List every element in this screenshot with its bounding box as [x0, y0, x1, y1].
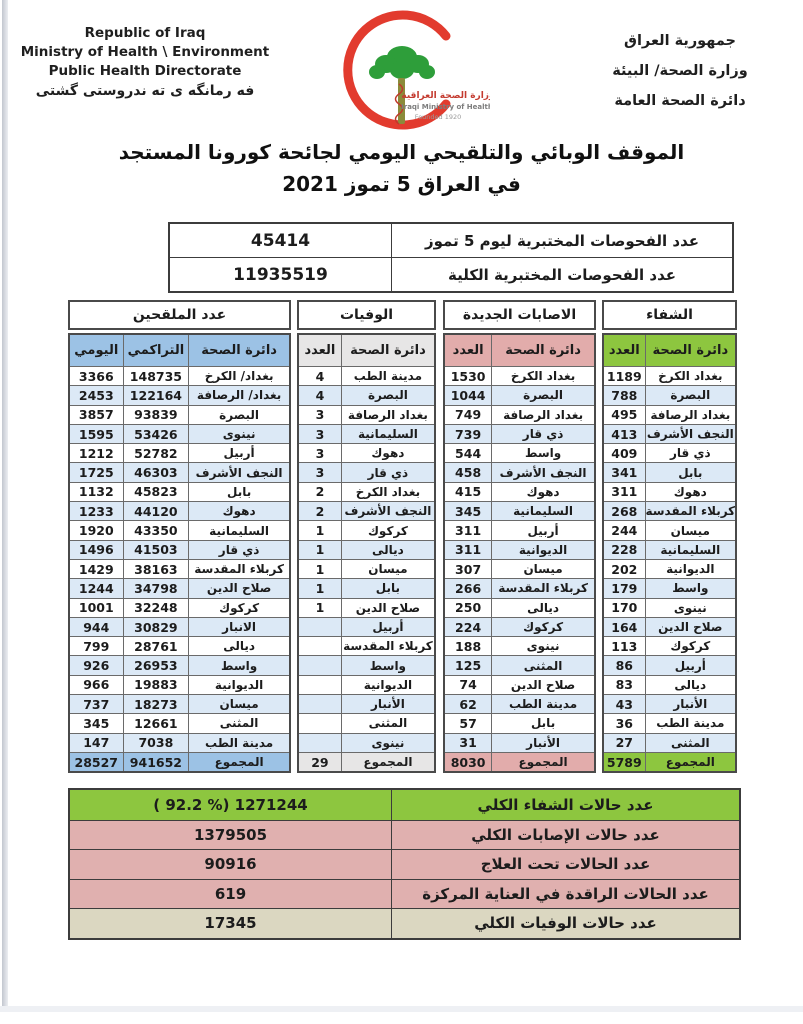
table-title: الشفاء	[602, 300, 737, 330]
value-cell	[299, 694, 341, 713]
lab-tests-row	[170, 224, 732, 257]
value-cell: 544	[445, 443, 491, 462]
total-value: 29	[299, 752, 341, 771]
value-cell: 1920	[70, 520, 123, 539]
ministry-logo	[330, 8, 490, 143]
logo-founded-text: Founded 1920	[414, 113, 462, 121]
deaths-table	[297, 300, 436, 773]
value-cell: 46303	[123, 462, 189, 481]
province-name: بابل	[188, 482, 289, 501]
province-name: كربلاء المقدسة	[645, 501, 735, 520]
table-grid	[68, 333, 291, 773]
value-cell: 944	[70, 617, 123, 636]
province-name: واسط	[491, 443, 594, 462]
vaccinated-table	[68, 300, 291, 773]
province-name: كركوك	[188, 598, 289, 617]
lab-tests-label: عدد الفحوصات المختبرية ليوم 5 تموز	[425, 231, 699, 250]
value-cell: 26953	[123, 655, 189, 674]
province-name: المثنى	[188, 713, 289, 732]
value-cell: 44120	[123, 501, 189, 520]
value-cell: 202	[604, 559, 645, 578]
value-cell: 3	[299, 424, 341, 443]
value-cell: 224	[445, 617, 491, 636]
value-cell: 52782	[123, 443, 189, 462]
province-name: الانبار	[188, 617, 289, 636]
province-name: نينوى	[188, 424, 289, 443]
value-cell: 164	[604, 617, 645, 636]
column-header: التراكمي	[123, 335, 189, 366]
summary-label: عدد حالات الإصابات الكلي	[471, 825, 660, 844]
value-cell: 345	[70, 713, 123, 732]
summary-label: عدد الحالات تحت العلاج	[480, 855, 651, 874]
value-cell: 1725	[70, 462, 123, 481]
province-name: النجف الأشرف	[188, 462, 289, 481]
value-cell: 250	[445, 598, 491, 617]
province-name: ديالى	[645, 675, 735, 694]
province-name: الديوانية	[645, 559, 735, 578]
value-cell: 188	[445, 636, 491, 655]
value-cell: 1044	[445, 385, 491, 404]
value-cell: 27	[604, 733, 645, 752]
value-cell: 19883	[123, 675, 189, 694]
value-cell: 43	[604, 694, 645, 713]
summary-label: عدد حالات الوفيات الكلي	[474, 914, 657, 933]
province-name: بغداد/ الكرخ	[188, 366, 289, 385]
value-cell: 341	[604, 462, 645, 481]
report-title	[0, 136, 803, 200]
value-cell: 1233	[70, 501, 123, 520]
province-name: أربيل	[491, 520, 594, 539]
value-cell	[299, 733, 341, 752]
value-cell: 307	[445, 559, 491, 578]
province-name: السليمانية	[188, 520, 289, 539]
summary-row	[70, 849, 739, 879]
value-cell: 1132	[70, 482, 123, 501]
province-name: كركوك	[491, 617, 594, 636]
summary-label: عدد الحالات الراقدة في العناية المركزة	[422, 884, 709, 903]
summary-row	[70, 879, 739, 909]
value-cell: 41503	[123, 540, 189, 559]
lab-tests-value: 45414	[170, 224, 392, 257]
lab-tests-row	[170, 257, 732, 291]
value-cell: 3366	[70, 366, 123, 385]
value-cell: 266	[445, 578, 491, 597]
province-name: مدينة الطب	[188, 733, 289, 752]
value-cell: 122164	[123, 385, 189, 404]
summary-value: 619	[70, 880, 392, 909]
value-cell: 113	[604, 636, 645, 655]
value-cell: 1595	[70, 424, 123, 443]
value-cell: 147	[70, 733, 123, 752]
summary-value: ( 92.2 %) 1271244	[70, 790, 392, 820]
province-name: صلاح الدين	[491, 675, 594, 694]
value-cell: 179	[604, 578, 645, 597]
value-cell: 739	[445, 424, 491, 443]
header-arabic-line: وزارة الصحة/ البيئة	[612, 63, 748, 79]
header-arabic-line: دائرة الصحة العامة	[614, 93, 746, 109]
value-cell: 62	[445, 694, 491, 713]
province-name: كربلاء المقدسة	[491, 578, 594, 597]
value-cell: 1	[299, 520, 341, 539]
photo-bottom-edge	[0, 1006, 803, 1012]
province-name: واسط	[341, 655, 434, 674]
value-cell: 1212	[70, 443, 123, 462]
logo-arabic-text: وزارة الصحة العراقية	[401, 91, 490, 101]
report-title-line2: في العراق 5 تموز 2021	[282, 172, 521, 196]
recovery-table	[602, 300, 737, 773]
province-name: الديوانية	[491, 540, 594, 559]
province-name: ديالى	[491, 598, 594, 617]
province-name: كركوك	[645, 636, 735, 655]
header-arabic-block	[575, 26, 785, 116]
value-cell: 93839	[123, 405, 189, 424]
province-name: دهوك	[188, 501, 289, 520]
value-cell: 7038	[123, 733, 189, 752]
province-name: بابل	[645, 462, 735, 481]
value-cell: 45823	[123, 482, 189, 501]
value-cell	[299, 713, 341, 732]
header-english-line: Ministry of Health \ Environment	[20, 44, 270, 60]
value-cell: 788	[604, 385, 645, 404]
value-cell	[299, 655, 341, 674]
value-cell: 31	[445, 733, 491, 752]
province-name: البصرة	[188, 405, 289, 424]
value-cell: 415	[445, 482, 491, 501]
summary-row	[70, 790, 739, 820]
value-cell: 409	[604, 443, 645, 462]
table-title: عدد الملقحين	[68, 300, 291, 330]
province-name: ديالى	[341, 540, 434, 559]
value-cell: 1	[299, 540, 341, 559]
column-header: دائرة الصحة	[645, 335, 735, 366]
province-name: مدينة الطب	[341, 366, 434, 385]
province-name: واسط	[645, 578, 735, 597]
value-cell: 2	[299, 501, 341, 520]
value-cell: 148735	[123, 366, 189, 385]
province-name: البصرة	[645, 385, 735, 404]
total-value: 8030	[445, 752, 491, 771]
report-title-line1: الموقف الوبائي والتلقيحي اليومي لجائحة كورونا المستجد	[118, 140, 685, 164]
province-name: بغداد الرصافة	[341, 405, 434, 424]
province-name: مدينة الطب	[491, 694, 594, 713]
province-name: السليمانية	[645, 540, 735, 559]
province-name: الديوانية	[341, 675, 434, 694]
value-cell: 311	[604, 482, 645, 501]
value-cell: 244	[604, 520, 645, 539]
lab-tests-table	[168, 222, 734, 293]
value-cell: 34798	[123, 578, 189, 597]
column-header: العدد	[604, 335, 645, 366]
value-cell: 1244	[70, 578, 123, 597]
column-header: دائرة الصحة	[491, 335, 594, 366]
header-kurdish-line: فه رمانگه ی ته ندروستی گشتی	[35, 83, 255, 99]
value-cell: 1	[299, 578, 341, 597]
value-cell: 2453	[70, 385, 123, 404]
value-cell: 28761	[123, 636, 189, 655]
province-name: بغداد الكرخ	[491, 366, 594, 385]
summary-label: عدد حالات الشفاء الكلي	[477, 795, 654, 814]
value-cell: 3857	[70, 405, 123, 424]
province-name: كركوك	[341, 520, 434, 539]
province-name: المثنى	[491, 655, 594, 674]
province-name: كربلاء المقدسة	[341, 636, 434, 655]
province-name: بابل	[491, 713, 594, 732]
value-cell: 3	[299, 405, 341, 424]
province-name: ميسان	[341, 559, 434, 578]
value-cell: 228	[604, 540, 645, 559]
province-name: بغداد الكرخ	[645, 366, 735, 385]
value-cell: 737	[70, 694, 123, 713]
province-name: المثنى	[341, 713, 434, 732]
summary-row	[70, 908, 739, 938]
value-cell	[299, 636, 341, 655]
column-header: دائرة الصحة	[188, 335, 289, 366]
province-name: النجف الأشرف	[341, 501, 434, 520]
value-cell: 458	[445, 462, 491, 481]
province-name: أربيل	[645, 655, 735, 674]
value-cell: 1001	[70, 598, 123, 617]
value-cell: 966	[70, 675, 123, 694]
province-name: البصرة	[341, 385, 434, 404]
table-title: الوفيات	[297, 300, 436, 330]
value-cell: 43350	[123, 520, 189, 539]
province-name: واسط	[188, 655, 289, 674]
province-name: ذي قار	[188, 540, 289, 559]
value-cell: 345	[445, 501, 491, 520]
value-cell: 4	[299, 366, 341, 385]
province-name: ذي قار	[645, 443, 735, 462]
summary-value: 17345	[70, 909, 392, 938]
province-name: بغداد الكرخ	[341, 482, 434, 501]
value-cell: 38163	[123, 559, 189, 578]
value-cell: 311	[445, 520, 491, 539]
value-cell: 53426	[123, 424, 189, 443]
value-cell: 799	[70, 636, 123, 655]
summary-value: 90916	[70, 850, 392, 879]
province-name: دهوك	[341, 443, 434, 462]
province-name: دهوك	[645, 482, 735, 501]
value-cell: 57	[445, 713, 491, 732]
value-cell: 3	[299, 443, 341, 462]
value-cell: 926	[70, 655, 123, 674]
value-cell: 170	[604, 598, 645, 617]
table-grid	[602, 333, 737, 773]
column-header: العدد	[445, 335, 491, 366]
province-name: دهوك	[491, 482, 594, 501]
column-header: اليومي	[70, 335, 123, 366]
province-name: كربلاء المقدسة	[188, 559, 289, 578]
value-cell: 1	[299, 559, 341, 578]
value-cell: 18273	[123, 694, 189, 713]
palm-tree-icon	[369, 46, 435, 79]
value-cell: 2	[299, 482, 341, 501]
total-label: المجموع	[645, 752, 735, 771]
value-cell: 1	[299, 598, 341, 617]
province-name: صلاح الدين	[341, 598, 434, 617]
value-cell	[299, 617, 341, 636]
total-value: 5789	[604, 752, 645, 771]
province-name: النجف الأشرف	[491, 462, 594, 481]
province-name: أربيل	[188, 443, 289, 462]
province-name: أربيل	[341, 617, 434, 636]
value-cell: 1530	[445, 366, 491, 385]
province-name: صلاح الدين	[645, 617, 735, 636]
header-english-block	[20, 24, 270, 101]
total-value: 941652	[123, 752, 189, 771]
province-name: نينوى	[491, 636, 594, 655]
province-name: ديالى	[188, 636, 289, 655]
value-cell: 83	[604, 675, 645, 694]
total-label: المجموع	[341, 752, 434, 771]
province-name: نينوى	[645, 598, 735, 617]
province-name: ميسان	[491, 559, 594, 578]
logo-english-text: Iraqi Ministry of Health	[401, 103, 490, 111]
header-english-line: Public Health Directorate	[48, 63, 242, 79]
province-name: ذي قار	[491, 424, 594, 443]
province-name: ذي قار	[341, 462, 434, 481]
province-name: بغداد/ الرصافة	[188, 385, 289, 404]
province-name: السليمانية	[341, 424, 434, 443]
value-cell: 32248	[123, 598, 189, 617]
value-cell: 12661	[123, 713, 189, 732]
column-header: العدد	[299, 335, 341, 366]
value-cell: 74	[445, 675, 491, 694]
province-name: الأنبار	[491, 733, 594, 752]
value-cell: 495	[604, 405, 645, 424]
summary-value: 1379505	[70, 821, 392, 850]
value-cell: 125	[445, 655, 491, 674]
lab-tests-label: عدد الفحوصات المختبرية الكلية	[447, 265, 677, 284]
value-cell: 311	[445, 540, 491, 559]
header-arabic-line: جمهورية العراق	[623, 33, 737, 49]
province-name: الأنبار	[341, 694, 434, 713]
value-cell: 3	[299, 462, 341, 481]
value-cell: 4	[299, 385, 341, 404]
value-cell: 1429	[70, 559, 123, 578]
province-name: صلاح الدين	[188, 578, 289, 597]
province-name: الديوانية	[188, 675, 289, 694]
province-name: بغداد الرصافة	[491, 405, 594, 424]
province-name: الأنبار	[645, 694, 735, 713]
province-name: المثنى	[645, 733, 735, 752]
header-english-line: Republic of Iraq	[84, 25, 206, 41]
value-cell: 30829	[123, 617, 189, 636]
lab-tests-value: 11935519	[170, 258, 392, 291]
value-cell: 36	[604, 713, 645, 732]
ministry-logo-graphic	[330, 8, 490, 143]
summary-row	[70, 820, 739, 850]
table-grid	[443, 333, 596, 773]
value-cell: 1496	[70, 540, 123, 559]
province-name: بابل	[341, 578, 434, 597]
province-name: السليمانية	[491, 501, 594, 520]
value-cell: 749	[445, 405, 491, 424]
province-name: النجف الأشرف	[645, 424, 735, 443]
province-name: ميسان	[645, 520, 735, 539]
value-cell	[299, 675, 341, 694]
new-cases-table	[443, 300, 596, 773]
province-name: بغداد الرصافة	[645, 405, 735, 424]
province-name: مدينة الطب	[645, 713, 735, 732]
value-cell: 1189	[604, 366, 645, 385]
summary-table	[68, 788, 741, 940]
total-label: المجموع	[491, 752, 594, 771]
province-name: نينوى	[341, 733, 434, 752]
value-cell: 413	[604, 424, 645, 443]
table-title: الاصابات الجديدة	[443, 300, 596, 330]
province-tables-section	[68, 300, 737, 778]
province-name: البصرة	[491, 385, 594, 404]
table-grid	[297, 333, 436, 773]
column-header: دائرة الصحة	[341, 335, 434, 366]
total-value: 28527	[70, 752, 123, 771]
province-name: ميسان	[188, 694, 289, 713]
value-cell: 86	[604, 655, 645, 674]
total-label: المجموع	[188, 752, 289, 771]
value-cell: 268	[604, 501, 645, 520]
